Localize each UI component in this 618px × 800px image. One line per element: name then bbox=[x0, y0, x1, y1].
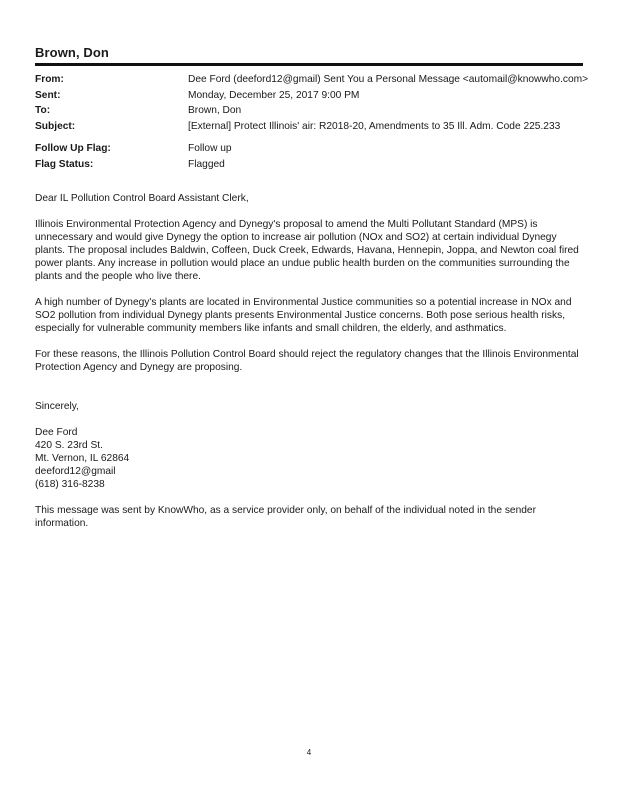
meta-row-subject bbox=[35, 119, 595, 135]
greeting: Dear IL Pollution Control Board Assistant Clerk, bbox=[35, 193, 249, 204]
body-paragraph: Illinois Environmental Protection Agency and Dynegy's proposal to amend the Multi Pollutant Standard (MPS) is unnecessary and would give Dynegy the option to increase air pollution (NOx and SO2) at certain individual Dynegy plants. The proposal includes Baldwin, Coffeen, Duck Creek, Edwards, Havana, Hennepin, Joppa, and Newton coal fired power plants. Any increase in pollution would place an undue public health burden on the communities surrounding the plants and the people who live there. bbox=[35, 219, 579, 282]
flag-block bbox=[35, 141, 595, 172]
signature-street: 420 S. 23rd St. bbox=[35, 440, 103, 451]
meta-value-subject: [External] Protect Illinois' air: R2018-20, Amendments to 35 Ill. Adm. Code 225.233 bbox=[188, 120, 561, 132]
body-paragraph: A high number of Dynegy's plants are located in Environmental Justice communities so a potential increase in NOx and SO2 pollution from individual Dynegy plants presents Environmental Justice concerns. Both pose serious health risks, especially for vulnerable community members like infants and small children, the elderly, and asthmatics. bbox=[35, 297, 572, 334]
meta-label-to: To: bbox=[35, 105, 51, 116]
page-number: 4 bbox=[306, 748, 312, 757]
header-divider bbox=[35, 63, 583, 66]
signature-city: Mt. Vernon, IL 62864 bbox=[35, 453, 130, 464]
flag-row-status bbox=[35, 157, 595, 173]
meta-label-sent: Sent: bbox=[35, 89, 61, 101]
signature-block bbox=[35, 426, 583, 491]
flag-row-follow-up bbox=[35, 141, 595, 157]
meta-value-from: Dee Ford (deeford12@gmail) Sent You a Personal Message <automail@knowwho.com> bbox=[188, 74, 589, 85]
meta-row-from bbox=[35, 72, 595, 88]
email-meta bbox=[35, 72, 595, 134]
flag-value-status: Flagged bbox=[188, 158, 225, 170]
meta-row-sent bbox=[35, 88, 595, 104]
flag-label-status: Flag Status: bbox=[35, 158, 94, 170]
meta-row-to bbox=[35, 103, 595, 119]
signature-name: Dee Ford bbox=[35, 427, 78, 438]
footer-note: This message was sent by KnowWho, as a service provider only, on behalf of the individual noted in the sender information. bbox=[35, 505, 536, 529]
flag-value-follow-up: Follow up bbox=[188, 143, 232, 154]
sender-name-heading: Brown, Don bbox=[35, 45, 109, 60]
meta-value-sent: Monday, December 25, 2017 9:00 PM bbox=[188, 89, 360, 101]
meta-label-from: From: bbox=[35, 74, 64, 85]
flag-label-follow-up: Follow Up Flag: bbox=[35, 143, 111, 154]
signature-email: deeford12@gmail bbox=[35, 466, 116, 477]
meta-label-subject: Subject: bbox=[35, 120, 76, 132]
signature-phone: (618) 316-8238 bbox=[35, 479, 105, 490]
meta-value-to: Brown, Don bbox=[188, 105, 242, 116]
body-paragraph: For these reasons, the Illinois Pollution Control Board should reject the regulatory changes that the Illinois Environmental Protection Agency and Dynegy are proposing. bbox=[35, 349, 579, 373]
closing: Sincerely, bbox=[35, 401, 79, 412]
email-body bbox=[35, 192, 583, 543]
